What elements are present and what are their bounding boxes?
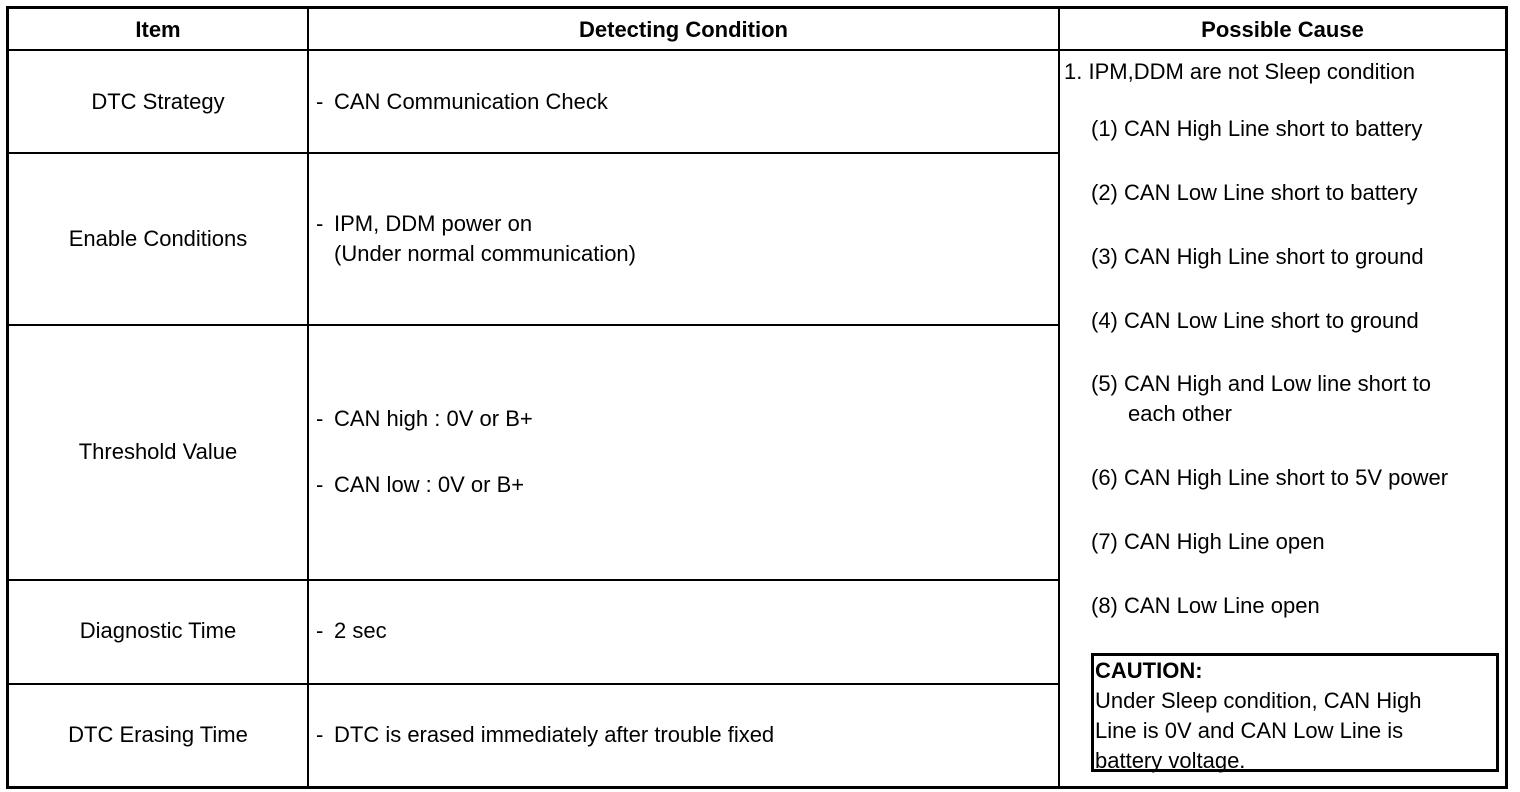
row-item-diagnostic-time: Diagnostic Time — [79, 618, 237, 643]
row-divider — [9, 683, 1059, 685]
caution-title: CAUTION: — [1095, 658, 1203, 683]
caution-box — [1091, 653, 1499, 772]
cause-item: (5) CAN High and Low line short to — [1091, 371, 1431, 396]
column-divider — [1058, 9, 1060, 786]
row-item-threshold-value: Threshold Value — [78, 439, 238, 464]
column-divider — [307, 9, 309, 786]
condition-line: - CAN high : 0V or B+ — [316, 406, 533, 431]
row-item-enable-conditions: Enable Conditions — [68, 226, 248, 251]
cause-item: (1) CAN High Line short to battery — [1091, 116, 1423, 141]
condition-line: - IPM, DDM power on — [316, 211, 533, 236]
row-divider — [9, 579, 1059, 581]
cause-item-continuation: each other — [1128, 401, 1232, 426]
cause-item: (7) CAN High Line open — [1091, 529, 1325, 554]
condition-line: - CAN low : 0V or B+ — [316, 472, 525, 497]
caution-line: Line is 0V and CAN Low Line is — [1095, 718, 1404, 743]
cause-title: 1. IPM,DDM are not Sleep condition — [1064, 59, 1415, 84]
cause-item: (3) CAN High Line short to ground — [1091, 244, 1424, 269]
header-possible-cause: Possible Cause — [1201, 17, 1364, 42]
caution-line: Under Sleep condition, CAN High — [1095, 688, 1422, 713]
cause-item: (4) CAN Low Line short to ground — [1091, 308, 1419, 333]
condition-line: - 2 sec — [316, 618, 387, 643]
header-item: Item — [135, 17, 181, 42]
caution-line: battery voltage. — [1095, 748, 1246, 773]
condition-line: - CAN Communication Check — [316, 89, 608, 114]
row-item-dtc-erasing-time: DTC Erasing Time — [68, 722, 248, 747]
cause-item: (8) CAN Low Line open — [1091, 593, 1320, 618]
condition-line: - DTC is erased immediately after trouble fixed — [316, 722, 775, 747]
cause-item: (2) CAN Low Line short to battery — [1091, 180, 1418, 205]
row-divider — [9, 324, 1059, 326]
row-divider — [9, 152, 1059, 154]
header-detecting-condition: Detecting Condition — [579, 17, 788, 42]
row-item-dtc-strategy: DTC Strategy — [91, 89, 225, 114]
cause-item: (6) CAN High Line short to 5V power — [1091, 465, 1449, 490]
condition-line: (Under normal communication) — [334, 241, 636, 266]
dtc-table — [6, 6, 1508, 789]
